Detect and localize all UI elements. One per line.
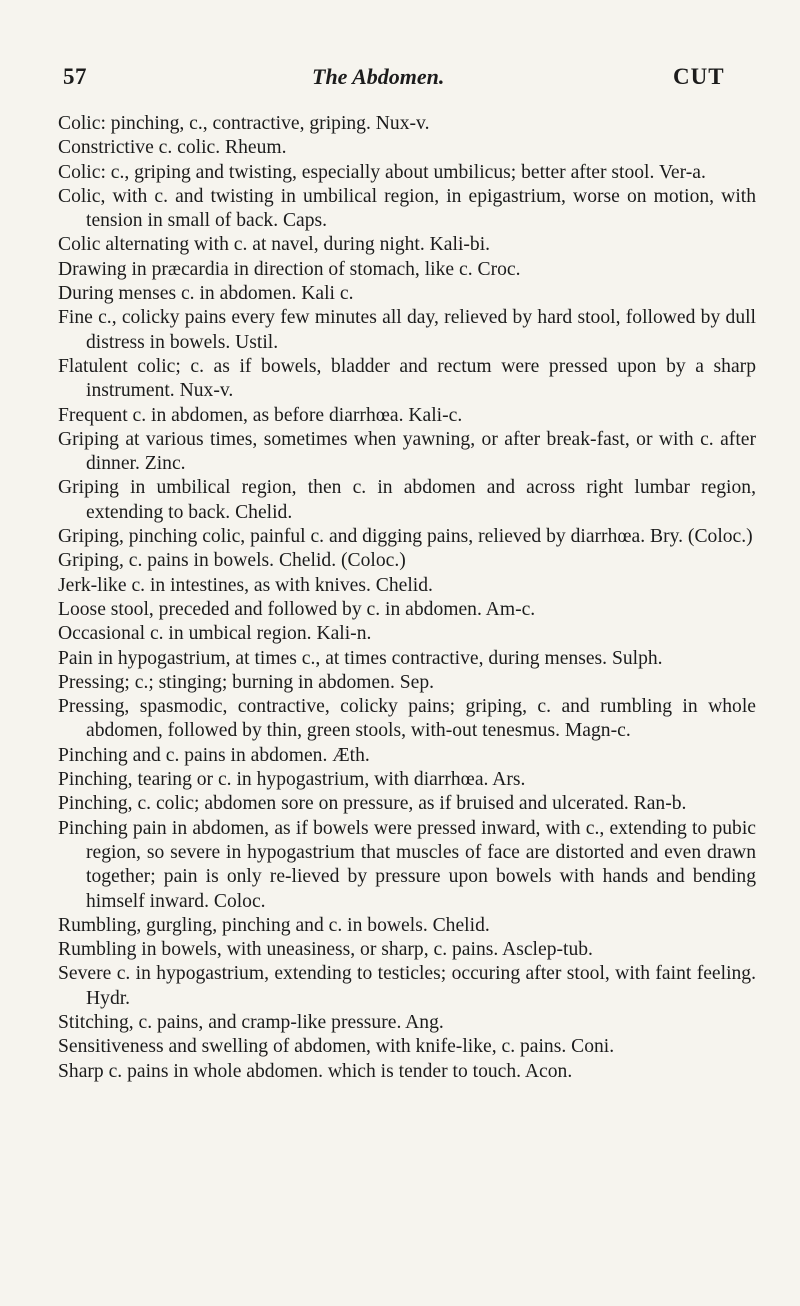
entry: Loose stool, preceded and followed by c. in abdomen. Am-c. bbox=[58, 598, 536, 620]
entry: Griping, pinching colic, painful c. and digging pains, relieved by diarrhœa. Bry. (Coloc.) bbox=[58, 526, 753, 548]
page-header bbox=[0, 64, 800, 98]
entry: Pinching pain in abdomen, as if bowels were pressed inward, with c., extending to pubic region, so severe in hypogastrium that muscles of face are distorted and even drawn together; pain is only re-lieved by pressure upon bowels with hands and bending himself inward. Coloc. bbox=[58, 817, 756, 912]
page-number: 57 bbox=[63, 64, 87, 89]
entry: Colic: pinching, c., contractive, griping. Nux-v. bbox=[58, 113, 430, 134]
entry: Rumbling in bowels, with uneasiness, or sharp, c. pains. Asclep-tub. bbox=[58, 939, 593, 961]
entry: Severe c. in hypogastrium, extending to testicles; occuring after stool, with faint feeling. Hydr. bbox=[58, 963, 756, 1009]
entry: Colic, with c. and twisting in umbilical region, in epigastrium, worse on motion, with tension in small of back. Caps. bbox=[58, 185, 756, 232]
entry: Sharp c. pains in whole abdomen. which is tender to touch. Acon. bbox=[58, 1060, 573, 1082]
entry: Pressing, spasmodic, contractive, colicky pains; griping, c. and rumbling in whole abdomen, followed by thin, green stools, with-out tenesmus. Magn-c. bbox=[58, 696, 756, 742]
entry: Griping, c. pains in bowels. Chelid. (Coloc.) bbox=[58, 550, 406, 572]
entry: Rumbling, gurgling, pinching and c. in bowels. Chelid. bbox=[58, 914, 490, 936]
entry: Flatulent colic; c. as if bowels, bladder and rectum were pressed upon by a sharp instrument. Nux-v. bbox=[58, 355, 756, 402]
entry: Colic: c., griping and twisting, especially about umbilicus; better after stool. Ver-a. bbox=[58, 161, 706, 183]
entry: Drawing in præcardia in direction of stomach, like c. Croc. bbox=[58, 258, 521, 280]
entry: Pinching, c. colic; abdomen sore on pressure, as if bruised and ulcerated. Ran-b. bbox=[58, 793, 687, 815]
entry: Pinching, tearing or c. in hypogastrium, with diarrhœa. Ars. bbox=[58, 769, 526, 791]
entry-list bbox=[58, 112, 756, 1084]
entry: Griping at various times, sometimes when yawning, or after break-fast, or with c. after dinner. Zinc. bbox=[58, 428, 756, 475]
section-mark: CUT bbox=[673, 64, 725, 89]
entry: Sensitiveness and swelling of abdomen, with knife-like, c. pains. Coni. bbox=[58, 1036, 615, 1058]
entry: During menses c. in abdomen. Kali c. bbox=[58, 283, 354, 305]
entry: Fine c., colicky pains every few minutes all day, relieved by hard stool, followed by dull distress in bowels. Ustil. bbox=[58, 307, 756, 353]
entry: Pinching and c. pains in abdomen. Æth. bbox=[58, 744, 370, 766]
entry: Constrictive c. colic. Rheum. bbox=[58, 137, 287, 159]
entry: Pressing; c.; stinging; burning in abdomen. Sep. bbox=[58, 671, 435, 693]
running-title: The Abdomen. bbox=[312, 64, 445, 89]
entry: Pain in hypogastrium, at times c., at times contractive, during menses. Sulph. bbox=[58, 647, 663, 669]
entry: Frequent c. in abdomen, as before diarrhœa. Kali-c. bbox=[58, 404, 463, 426]
entry: Jerk-like c. in intestines, as with knives. Chelid. bbox=[58, 574, 433, 596]
entry: Occasional c. in umbical region. Kali-n. bbox=[58, 623, 372, 645]
entry: Stitching, c. pains, and cramp-like pressure. Ang. bbox=[58, 1011, 444, 1033]
entry: Griping in umbilical region, then c. in abdomen and across right lumbar region, extending to back. Chelid. bbox=[58, 477, 756, 523]
entry: Colic alternating with c. at navel, during night. Kali-bi. bbox=[58, 234, 491, 256]
